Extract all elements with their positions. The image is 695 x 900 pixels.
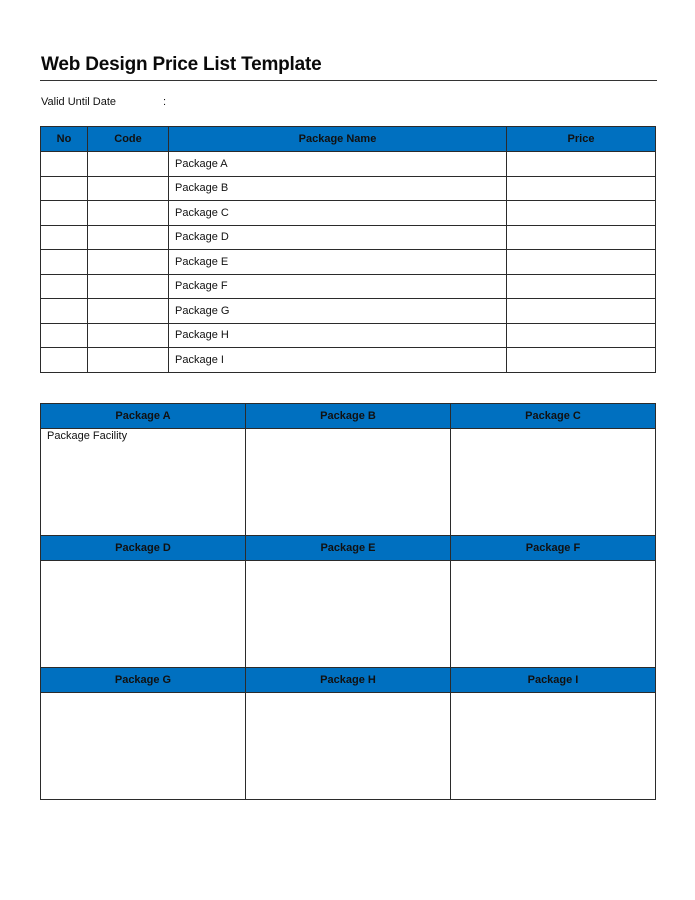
package-body-row [41,429,656,536]
package-body-text [246,429,450,430]
package-header-row [41,404,656,429]
cell-code[interactable] [88,250,169,275]
cell-code[interactable] [88,274,169,299]
column-header-code: Code [88,127,169,152]
package-body-text [451,429,655,430]
cell-price[interactable] [507,323,656,348]
table-row [41,348,656,373]
cell-no[interactable] [41,348,88,373]
column-header-price: Price [507,127,656,152]
cell-no[interactable] [41,274,88,299]
cell-code[interactable] [88,201,169,226]
cell-package-name[interactable]: Package I [169,348,507,373]
cell-price[interactable] [507,225,656,250]
cell-no[interactable] [41,152,88,177]
cell-code[interactable] [88,152,169,177]
package-header-row [41,668,656,693]
cell-code[interactable] [88,323,169,348]
package-details-table [40,403,656,800]
package-facility-label: Package Facility [47,430,128,442]
package-body-e[interactable] [246,561,451,668]
column-header-no: No [41,127,88,152]
cell-code[interactable] [88,299,169,324]
price-table-header-row [41,127,656,152]
package-header-c: Package C [451,404,656,429]
package-body-g[interactable] [41,693,246,800]
table-row [41,323,656,348]
column-header-package-name: Package Name [169,127,507,152]
title-divider [40,80,657,81]
package-body-text [451,561,655,562]
package-body-b[interactable] [246,429,451,536]
table-row [41,274,656,299]
cell-package-name[interactable]: Package C [169,201,507,226]
package-header-g: Package G [41,668,246,693]
cell-no[interactable] [41,323,88,348]
package-header-row [41,536,656,561]
package-body-row [41,561,656,668]
package-header-d: Package D [41,536,246,561]
cell-code[interactable] [88,225,169,250]
package-header-b: Package B [246,404,451,429]
package-header-f: Package F [451,536,656,561]
package-header-e: Package E [246,536,451,561]
table-row [41,299,656,324]
cell-package-name[interactable]: Package G [169,299,507,324]
cell-price[interactable] [507,250,656,275]
package-body-text [41,693,245,694]
cell-package-name[interactable]: Package A [169,152,507,177]
cell-code[interactable] [88,176,169,201]
cell-code[interactable] [88,348,169,373]
cell-no[interactable] [41,225,88,250]
cell-price[interactable] [507,348,656,373]
cell-no[interactable] [41,250,88,275]
table-row [41,250,656,275]
cell-no[interactable] [41,299,88,324]
package-body-f[interactable] [451,561,656,668]
page-title: Web Design Price List Template [41,54,322,75]
table-row [41,201,656,226]
cell-no[interactable] [41,201,88,226]
cell-price[interactable] [507,152,656,177]
valid-until-colon: : [163,96,167,108]
cell-package-name[interactable]: Package H [169,323,507,348]
table-row [41,176,656,201]
package-body-text [41,561,245,562]
package-header-h: Package H [246,668,451,693]
package-body-text [246,693,450,694]
package-body-h[interactable] [246,693,451,800]
cell-package-name[interactable]: Package D [169,225,507,250]
package-body-d[interactable] [41,561,246,668]
cell-package-name[interactable]: Package F [169,274,507,299]
package-header-i: Package I [451,668,656,693]
cell-price[interactable] [507,176,656,201]
package-body-text [451,693,655,694]
package-body-a[interactable] [41,429,246,536]
package-header-a: Package A [41,404,246,429]
table-row [41,225,656,250]
valid-until-label: Valid Until Date [41,96,116,108]
package-body-i[interactable] [451,693,656,800]
cell-price[interactable] [507,201,656,226]
cell-no[interactable] [41,176,88,201]
cell-price[interactable] [507,299,656,324]
cell-price[interactable] [507,274,656,299]
cell-package-name[interactable]: Package E [169,250,507,275]
package-body-text [246,561,450,562]
cell-package-name[interactable]: Package B [169,176,507,201]
package-body-c[interactable] [451,429,656,536]
table-row [41,152,656,177]
package-body-row [41,693,656,800]
price-list-table [40,126,656,373]
